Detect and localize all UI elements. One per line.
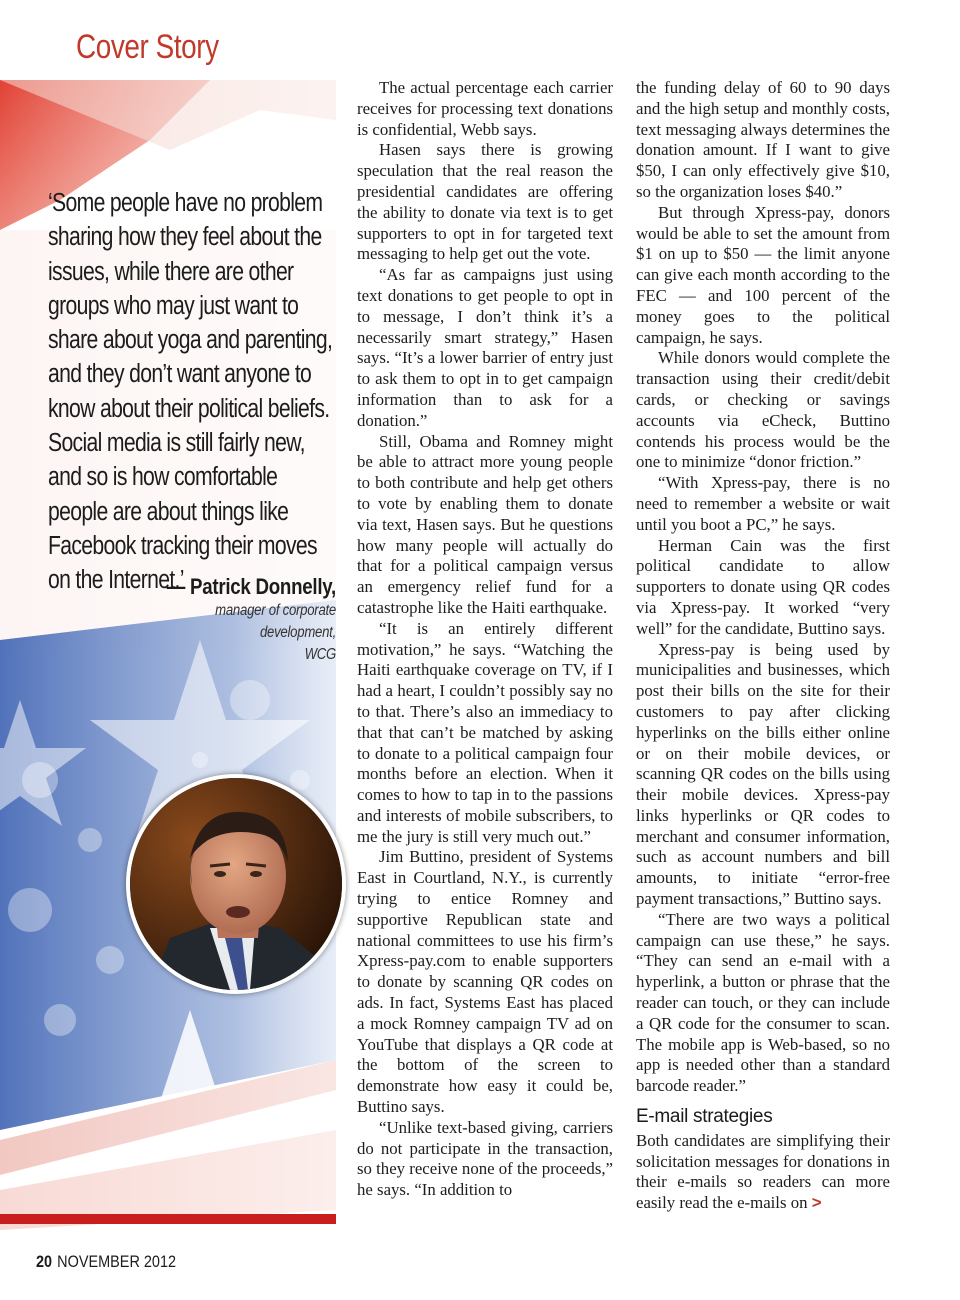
paragraph: Xpress-pay is being used by municipalities and businesses, which post their bills on the site for their customers to pay after clicking hyperlinks on the bills either online or on their mobile devices, or scanning QR codes on the bills using their mobile devices. Xpress-pay links hyperlinks or QR codes to merchant and consumer information, such as account numbers and bill amounts, to initiate “error-free payment transactions,” Buttino says.	[636, 639, 890, 909]
paragraph: Hasen says there is growing speculation that the real reason the presidential candidates are offering the ability to donate via text is to get supporters to opt in for targeted text messaging to help get out the vote.	[357, 140, 613, 264]
article-column-1	[357, 78, 613, 1201]
attribution-title-line-1: manager of corporate	[215, 602, 336, 619]
page-number: 20	[36, 1252, 53, 1271]
article-column-2	[636, 78, 890, 1214]
issue-date: NOVEMBER 2012	[57, 1252, 177, 1271]
paragraph: While donors would complete the transaction using their credit/debit cards, or checking or savings accounts via eCheck, Buttino contends his process would be the one to minimize “donor friction.”	[636, 348, 890, 472]
paragraph: Still, Obama and Romney might be able to attract more young people to both contribute and help get others to vote by enabling them to donate via text, Hasen says. But he questions how many people will actually do that for a political campaign versus an emergency relief fund for a catastrophe like the Haiti earthquake.	[357, 431, 613, 617]
paragraph: “It is an entirely different motivation,” he says. “Watching the Haiti earthquake coverage on TV, if I had a heart, I couldn’t possibly say no to that. There’s also an immediacy to that that can’t be matched by asking to donate to a political campaign four months before an election. When it comes to how to tap in to the passions and interests of mobile subscribers, to me the jury is still very much out.”	[357, 618, 613, 846]
attribution-org: WCG	[304, 646, 336, 663]
paragraph	[636, 1131, 890, 1214]
paragraph: The actual percentage each carrier receives for processing text donations is confidential, Webb says.	[357, 78, 613, 139]
red-rule	[0, 1214, 336, 1224]
portrait-illustration	[130, 778, 342, 990]
pull-quote-attribution	[0, 574, 336, 666]
section-label: Cover Story	[76, 28, 219, 66]
paragraph-text: Both candidates are simplifying their solicitation messages for donations in their e-mails so readers can more easily read the e-mails on	[636, 1130, 890, 1213]
page-folio	[36, 1252, 176, 1272]
paragraph: Jim Buttino, president of Systems East in Courtland, N.Y., is currently trying to entice Romney and supportive Republican state and national committees to use his firm’s Xpress-pay.com to enable supporters to donate by scanning QR codes on ads. In fact, Systems East has placed a mock Romney campaign TV ad on YouTube that displays a QR code at the bottom of the screen to demonstrate how easy it could be, Buttino says.	[357, 847, 613, 1117]
portrait-photo	[126, 774, 346, 994]
subhead: E-mail strategies	[636, 1106, 773, 1128]
paragraph: “Unlike text-based giving, carriers do not participate in the transaction, so they receive none of the proceeds,” he says. “In addition to	[357, 1117, 613, 1200]
paragraph: the funding delay of 60 to 90 days and the high setup and monthly costs, text messaging always determines the donation amount. If I want to give $50, I can only effectively give $10, so the organization loses $40.”	[636, 78, 890, 201]
continued-arrow-icon: >	[811, 1193, 822, 1213]
attribution-name: — Patrick Donnelly,	[166, 574, 336, 599]
paragraph: “There are two ways a political campaign can use these,” he says. “They can send an e-mail with a hyperlink, a button or phrase that the reader can touch, or they can include a QR code for the consumer to scan. The mobile app is Web-based, so no app is needed other than a standard barcode reader.”	[636, 909, 890, 1096]
paragraph: “With Xpress-pay, there is no need to remember a website or wait until you boot a PC,” he says.	[636, 473, 890, 534]
attribution-title-line-2: development,	[259, 624, 336, 641]
paragraph: “As far as campaigns just using text donations to get people to opt in to message, I don’t think it’s a necessarily smart strategy,” Hasen says. “It’s a lower barrier of entry just to ask them to opt in to get campaign information than to ask for a donation.”	[357, 265, 613, 430]
pull-quote: ‘Some people have no problem sharing how they feel about the issues, while there are other groups who may just want to share about yoga and parenting, and they don’t want anyone to know about their political beliefs. Social media is still fairly new, and so is how comfortable people are about things like Facebook tracking their moves on the Internet.’	[48, 189, 333, 595]
paragraph: But through Xpress-pay, donors would be able to set the amount from $1 on up to $50 — the limit anyone can give each month according to the FEC — and 100 percent of the money goes to the political campaign, he says.	[636, 202, 890, 347]
paragraph: Herman Cain was the first political candidate to allow supporters to donate using QR codes via Xpress-pay. It worked “very well” for the candidate, Buttino says.	[636, 535, 890, 638]
